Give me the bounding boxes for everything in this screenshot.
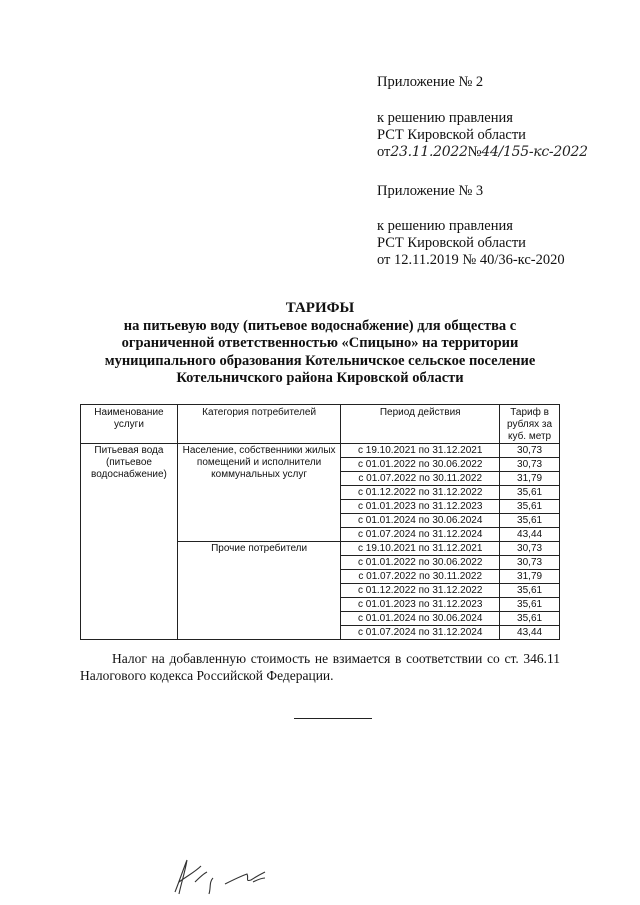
price-cell: 35,61 [500, 584, 560, 598]
title-line3: муниципального образования Котельничское сельское поселение [104, 352, 536, 369]
header-service: Наименование услуги [81, 405, 178, 444]
title-line1: на питьевую воду (питьевое водоснабжение) для общества с [123, 317, 517, 334]
table-header-row [81, 405, 560, 444]
title-main: ТАРИФЫ [285, 300, 355, 316]
category-other: Прочие потребители [177, 542, 340, 640]
period-cell: с 01.07.2022 по 30.11.2022 [341, 570, 500, 584]
period-cell: с 01.01.2022 по 30.06.2022 [341, 458, 500, 472]
annex-original-line2: РСТ Кировской области [377, 235, 526, 251]
header-price: Тариф в рублях за куб. метр [500, 405, 560, 444]
period-cell: с 01.12.2022 по 31.12.2022 [341, 584, 500, 598]
price-cell: 35,61 [500, 598, 560, 612]
annex-current-title: Приложение № 2 [377, 74, 484, 90]
price-cell: 31,79 [500, 570, 560, 584]
annex-current-date-line [377, 144, 588, 161]
price-cell: 31,79 [500, 472, 560, 486]
document-title [80, 300, 560, 388]
annex-original-title: Приложение № 3 [377, 183, 484, 199]
price-cell: 30,73 [500, 556, 560, 570]
price-cell: 30,73 [500, 458, 560, 472]
period-cell: с 01.01.2024 по 30.06.2024 [341, 514, 500, 528]
price-cell: 35,61 [500, 612, 560, 626]
price-cell: 35,61 [500, 500, 560, 514]
vat-note-text: Налог на добавленную стоимость не взимается в соответствии со ст. 346.11 Налогового кодекса Российской Федерации. [80, 651, 560, 683]
period-cell: с 01.07.2022 по 30.11.2022 [341, 472, 500, 486]
service-cell: Питьевая вода (питьевое водоснабжение) [81, 444, 178, 640]
period-cell: с 01.01.2024 по 30.06.2024 [341, 612, 500, 626]
title-line2: ограниченной ответственностью «Спицыно» на территории [121, 335, 519, 351]
annex-original-line1: к решению правления [377, 218, 513, 234]
period-cell: с 01.07.2024 по 31.12.2024 [341, 528, 500, 542]
handwritten-number: 44/155-кс-2022 [481, 144, 588, 160]
period-cell: с 01.01.2023 по 31.12.2023 [341, 598, 500, 612]
category-population: Население, собственники жилых помещений и исполнители коммунальных услуг [177, 444, 340, 542]
period-cell: с 01.07.2024 по 31.12.2024 [341, 626, 500, 640]
number-sign: № [467, 144, 482, 160]
date-prefix: от [377, 144, 391, 160]
price-cell: 43,44 [500, 528, 560, 542]
period-cell: с 01.01.2022 по 30.06.2022 [341, 556, 500, 570]
annex-current-line2: РСТ Кировской области [377, 127, 526, 143]
price-cell: 43,44 [500, 626, 560, 640]
handwritten-signature [165, 852, 295, 897]
title-line4: Котельничского района Кировской области [176, 370, 464, 386]
period-cell: с 01.01.2023 по 31.12.2023 [341, 500, 500, 514]
annex-current [377, 74, 588, 161]
annex-original-date-line: от 12.11.2019 № 40/36-кс-2020 [377, 252, 565, 268]
price-cell: 30,73 [500, 542, 560, 556]
price-cell: 35,61 [500, 486, 560, 500]
period-cell: с 01.12.2022 по 31.12.2022 [341, 486, 500, 500]
header-category: Категория потребителей [177, 405, 340, 444]
period-cell: с 19.10.2021 по 31.12.2021 [341, 444, 500, 458]
price-cell: 30,73 [500, 444, 560, 458]
table-row [81, 444, 560, 458]
header-period: Период действия [341, 405, 500, 444]
vat-note [80, 650, 560, 684]
annex-original [377, 183, 565, 269]
price-cell: 35,61 [500, 514, 560, 528]
period-cell: с 19.10.2021 по 31.12.2021 [341, 542, 500, 556]
annex-current-line1: к решению правления [377, 110, 513, 126]
separator-line [294, 718, 372, 719]
tariff-table [80, 404, 560, 640]
handwritten-date: 23.11.2022 [390, 144, 468, 160]
